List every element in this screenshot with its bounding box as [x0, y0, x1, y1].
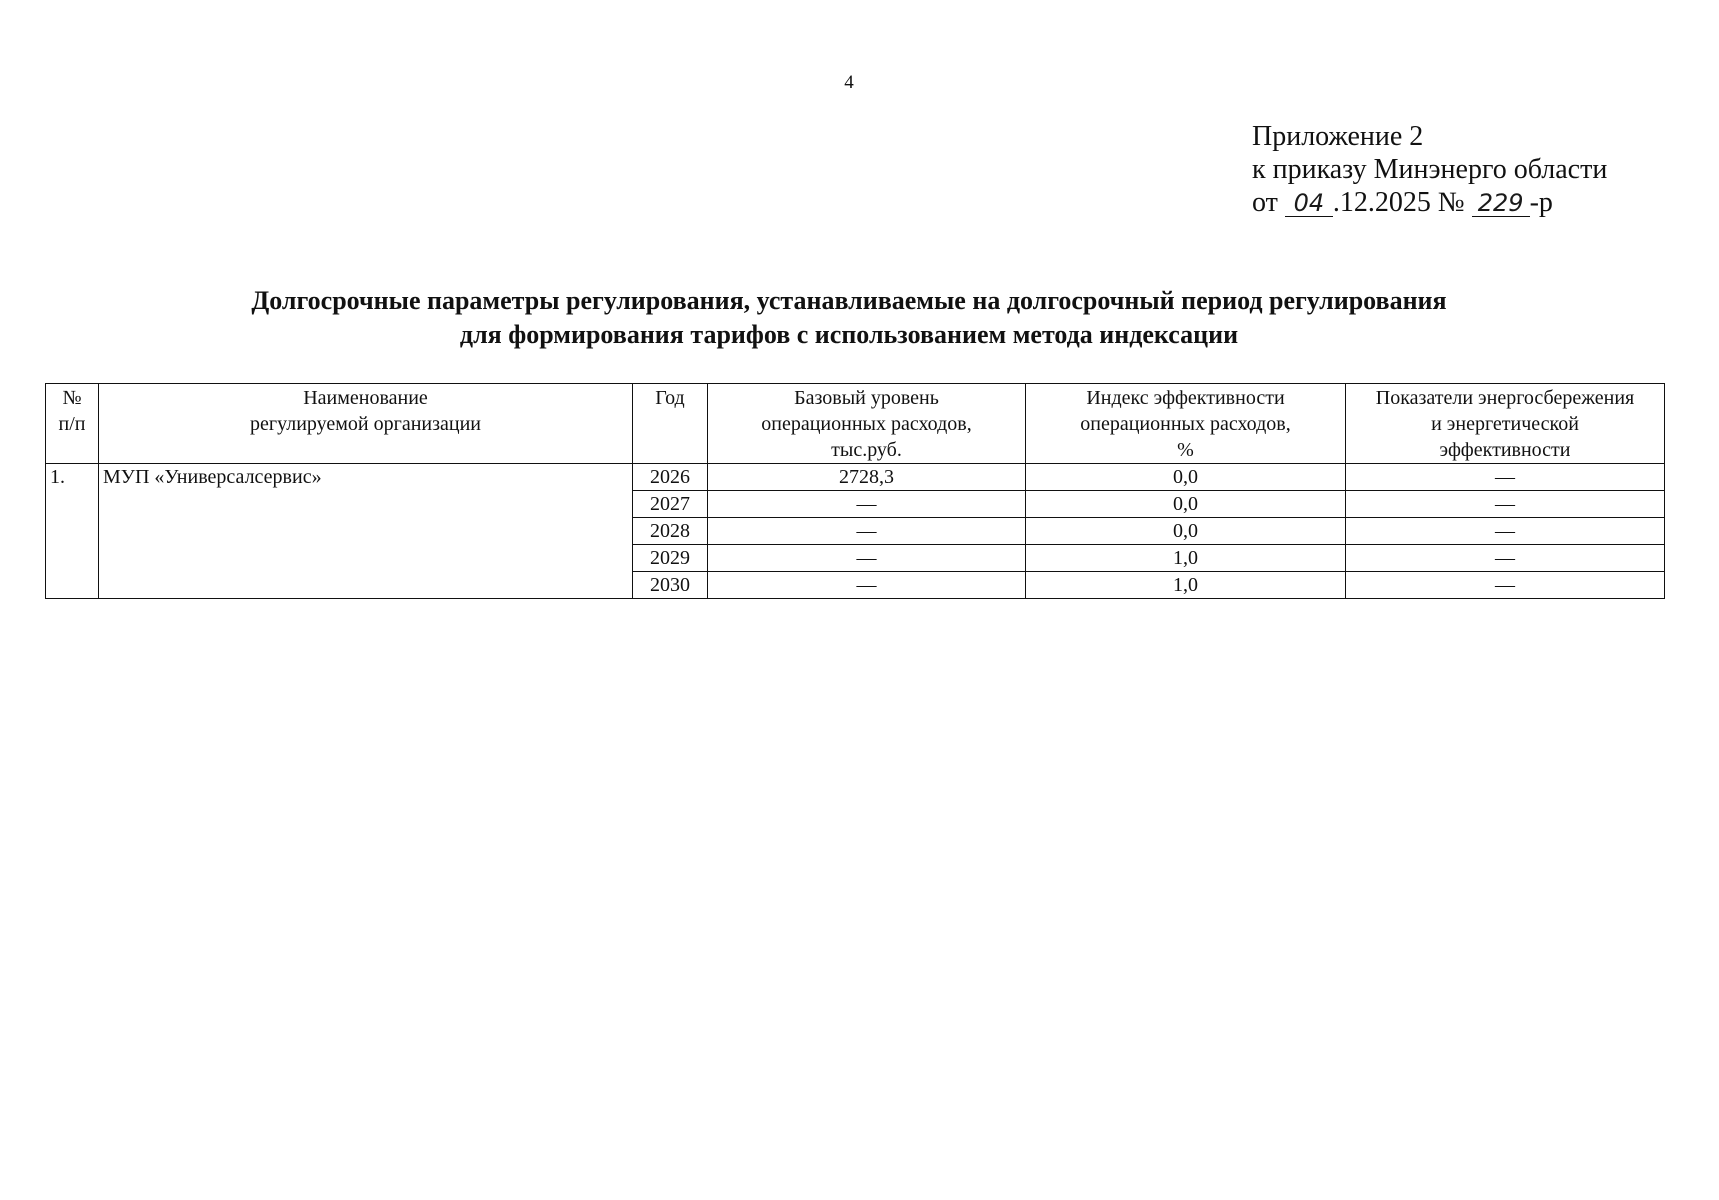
- cell-efficiency-index: 1,0: [1026, 572, 1346, 599]
- handwritten-order-number: 229: [1472, 190, 1530, 217]
- appendix-suffix: -р: [1529, 187, 1553, 218]
- cell-energy-indicators: —: [1346, 464, 1665, 491]
- table-row: [46, 464, 1665, 491]
- cell-year: 2028: [633, 518, 708, 545]
- document-title-line-1: Долгосрочные параметры регулирования, устанавливаемые на долгосрочный период регулирования: [251, 286, 1447, 315]
- page-number: 4: [844, 72, 854, 93]
- cell-efficiency-index: 0,0: [1026, 518, 1346, 545]
- cell-year: 2027: [633, 491, 708, 518]
- org-name: МУП «Универсалсервис»: [99, 464, 633, 599]
- cell-energy-indicators: —: [1346, 545, 1665, 572]
- cell-year: 2030: [633, 572, 708, 599]
- cell-base-level: —: [708, 491, 1026, 518]
- appendix-prefix: от: [1252, 187, 1278, 218]
- cell-base-level: —: [708, 545, 1026, 572]
- header-year: Год: [633, 384, 708, 464]
- cell-base-level: —: [708, 572, 1026, 599]
- header-org-name: Наименование регулируемой организации: [99, 384, 633, 464]
- handwritten-day: 04: [1285, 190, 1333, 217]
- appendix-date-rest: .12.2025 №: [1332, 187, 1465, 218]
- row-number: 1.: [46, 464, 99, 599]
- header-num: № п/п: [46, 384, 99, 464]
- cell-energy-indicators: —: [1346, 491, 1665, 518]
- appendix-line-2: к приказу Минэнерго области: [1252, 154, 1608, 185]
- cell-efficiency-index: 0,0: [1026, 491, 1346, 518]
- cell-year: 2029: [633, 545, 708, 572]
- cell-year: 2026: [633, 464, 708, 491]
- cell-base-level: —: [708, 518, 1026, 545]
- cell-energy-indicators: —: [1346, 572, 1665, 599]
- document-title: [0, 284, 1698, 352]
- cell-base-level: 2728,3: [708, 464, 1026, 491]
- header-energy-indicators: Показатели энергосбережения и энергетической эффективности: [1346, 384, 1665, 464]
- appendix-line-1: Приложение 2: [1252, 121, 1424, 152]
- header-base-level: Базовый уровень операционных расходов, тыс.руб.: [708, 384, 1026, 464]
- appendix-line-3: [1252, 186, 1607, 219]
- cell-energy-indicators: —: [1346, 518, 1665, 545]
- cell-efficiency-index: 0,0: [1026, 464, 1346, 491]
- table-header-row: [46, 384, 1665, 464]
- header-efficiency-index: Индекс эффективности операционных расходов, %: [1026, 384, 1346, 464]
- appendix-block: [1252, 120, 1607, 219]
- cell-efficiency-index: 1,0: [1026, 545, 1346, 572]
- document-title-line-2: для формирования тарифов с использованием метода индексации: [459, 320, 1239, 349]
- parameters-table: [45, 383, 1665, 599]
